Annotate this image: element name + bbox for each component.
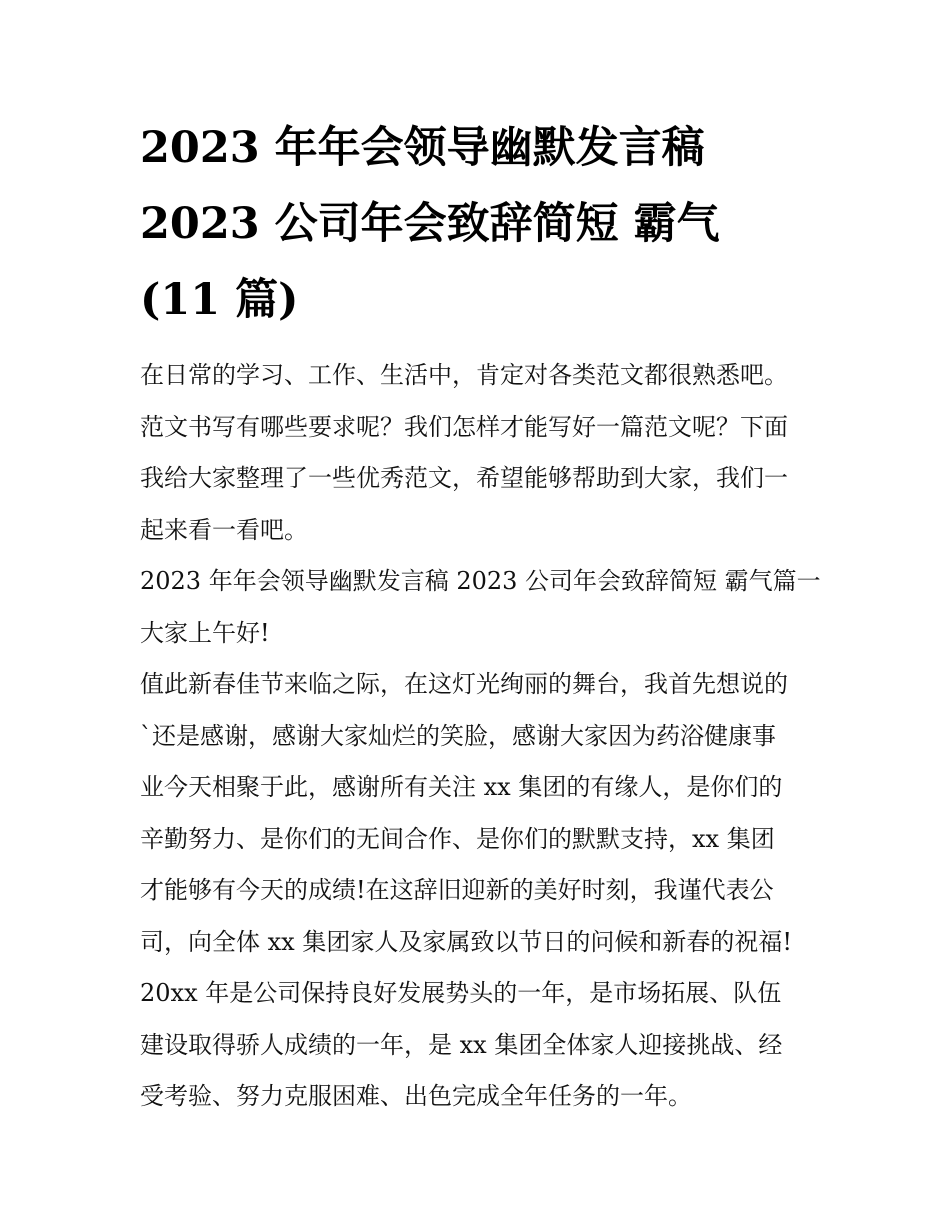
body-paragraph-1 xyxy=(140,659,820,968)
text-line: 业今天相聚于此，感谢所有关注 xx 集团的有缘人，是你们的 xyxy=(140,773,783,801)
text-line: 起来看一看吧。 xyxy=(140,515,308,544)
text-line: 才能够有今天的成绩!在这辞旧迎新的美好时刻，我谨代表公 xyxy=(140,876,774,904)
document-body xyxy=(140,350,820,1123)
text-line: 范文书写有哪些要求呢？我们怎样才能写好一篇范文呢？下面 xyxy=(140,412,788,441)
greeting xyxy=(140,608,820,660)
text-line: 大家上午好! xyxy=(140,618,270,647)
intro-paragraph xyxy=(140,350,820,556)
text-line: 20xx 年是公司保持良好发展势头的一年，是市场拓展、队伍 xyxy=(140,979,782,1007)
title-line: 2023 公司年会致辞简短 霸气 xyxy=(140,199,720,249)
text-line: 辛勤努力、是你们的无间合作、是你们的默默支持，xx 集团 xyxy=(140,824,775,853)
document-title xyxy=(140,110,820,338)
text-line: `还是感谢，感谢大家灿烂的笑脸，感谢大家因为药浴健康事 xyxy=(140,721,776,750)
section-heading xyxy=(140,556,820,608)
text-line: 司，向全体 xx 集团家人及家属致以节日的问候和新春的祝福! xyxy=(140,927,792,956)
text-line: 在日常的学习、工作、生活中，肯定对各类范文都很熟悉吧。 xyxy=(140,361,788,389)
title-line: (11 篇) xyxy=(140,275,299,325)
body-paragraph-2 xyxy=(140,968,820,1123)
title-line: 2023 年年会领导幽默发言稿 xyxy=(140,123,705,173)
text-line: 2023 年年会领导幽默发言稿 2023 公司年会致辞简短 霸气篇一 xyxy=(140,567,821,595)
text-line: 受考验、努力克服困难、出色完成全年任务的一年。 xyxy=(140,1082,692,1110)
text-line: 建设取得骄人成绩的一年，是 xx 集团全体家人迎接挑战、经 xyxy=(140,1030,783,1059)
text-line: 值此新春佳节来临之际，在这灯光绚丽的舞台，我首先想说的 xyxy=(140,670,788,698)
text-line: 我给大家整理了一些优秀范文，希望能够帮助到大家，我们一 xyxy=(140,464,788,492)
document-page xyxy=(140,110,820,1123)
